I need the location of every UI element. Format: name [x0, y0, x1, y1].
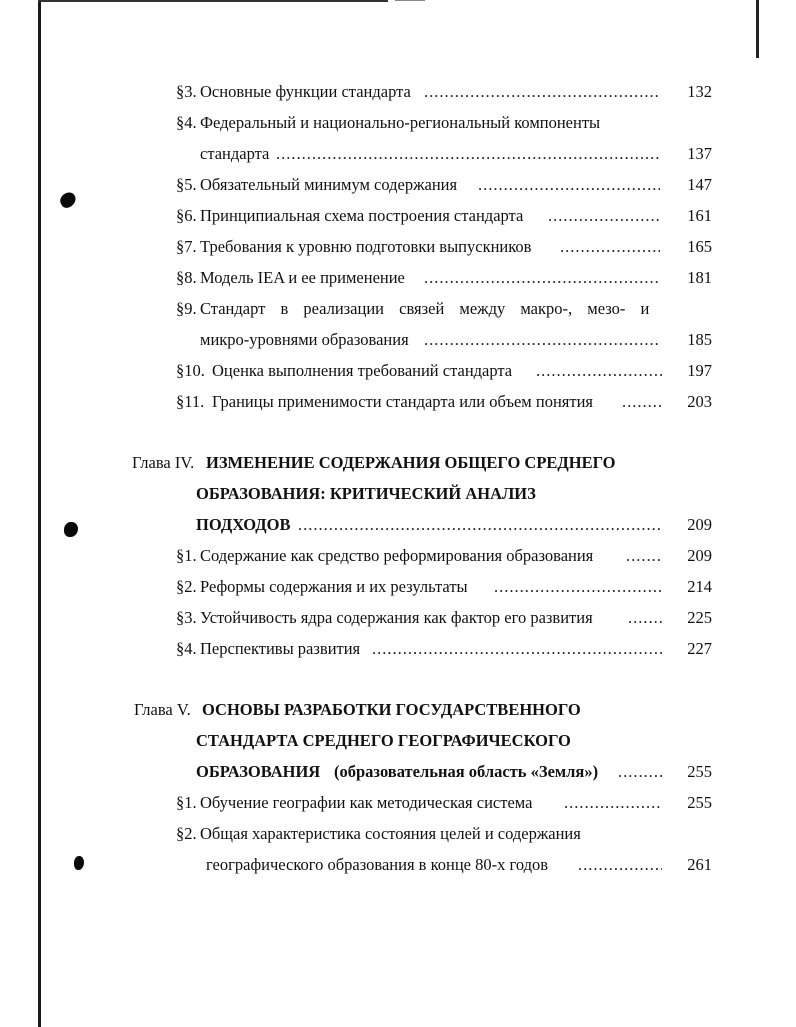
toc-entry[interactable]: §3. Устойчивость ядра содержания как фактор его развития ..... 225: [0, 608, 796, 634]
chapter-title: ОСНОВЫ РАЗРАБОТКИ ГОСУДАРСТВЕННОГО: [202, 700, 581, 719]
chapter-title: ИЗМЕНЕНИЕ СОДЕРЖАНИЯ ОБЩЕГО СРЕДНЕГО: [206, 453, 616, 472]
page-number: 181: [687, 268, 712, 287]
page-number: 161: [687, 206, 712, 225]
page-number: 255: [687, 762, 712, 781]
page-number: 137: [687, 144, 712, 163]
toc-entry[interactable]: §4. Перспективы развития ..... 227: [0, 639, 796, 665]
leader-dots: [424, 268, 660, 290]
leader-dots: [478, 175, 660, 197]
toc-entry[interactable]: §10. Оценка выполнения требований стандарта ..... 197: [0, 361, 796, 387]
toc-entry[interactable]: §4. Федеральный и национально-региональный компоненты: [176, 113, 601, 132]
page-number: 209: [687, 515, 712, 534]
page-number: 209: [687, 546, 712, 565]
page-number: 197: [687, 361, 712, 380]
scan-right-mark: [756, 0, 759, 58]
leader-dots: [548, 206, 660, 228]
toc-entry[interactable]: §11. Границы применимости стандарта или объем понятия ..... 203: [0, 392, 796, 418]
toc-entry[interactable]: §3. Основные функции стандарта ..... 132: [0, 82, 796, 108]
chapter-prefix: Глава V.: [134, 700, 191, 719]
toc-entry[interactable]: §2. Реформы содержания и их результаты ..... 214: [0, 577, 796, 603]
page-number: 132: [687, 82, 712, 101]
scan-top-edge: [38, 0, 388, 2]
leader-dots: [564, 793, 662, 815]
leader-dots: [494, 577, 662, 599]
toc-entry-continuation[interactable]: географического образования в конце 80-х годов ..... 261: [0, 855, 796, 881]
leader-dots: [536, 361, 662, 383]
toc-entry[interactable]: §9. Стандарт в реализации связей между макро-, мезо- и: [176, 299, 650, 318]
chapter-heading-continuation: СТАНДАРТА СРЕДНЕГО ГЕОГРАФИЧЕСКОГО: [196, 731, 571, 750]
leader-dots: [618, 762, 662, 784]
toc-entry[interactable]: §1. Обучение географии как методическая система ..... 255: [0, 793, 796, 819]
chapter-prefix: Глава IV.: [132, 453, 195, 472]
leader-dots: [424, 82, 660, 104]
chapter-heading[interactable]: [0, 700, 796, 726]
chapter-heading-continuation[interactable]: ОБРАЗОВАНИЯ (образовательная область «Земля») ..... 255: [0, 762, 796, 788]
leader-dots: [622, 392, 662, 414]
leader-dots: [424, 330, 660, 352]
page-number: 261: [687, 855, 712, 874]
page-number: 165: [687, 237, 712, 256]
leader-dots: [372, 639, 662, 661]
page-number: 255: [687, 793, 712, 812]
toc-entry-continuation[interactable]: стандарта ..... 137: [0, 144, 796, 170]
chapter-heading-continuation: ОБРАЗОВАНИЯ: КРИТИЧЕСКИЙ АНАЛИЗ: [196, 484, 536, 503]
leader-dots: [560, 237, 660, 259]
toc-entry[interactable]: §1. Содержание как средство реформирования образования ..... 209: [0, 546, 796, 572]
leader-dots: [276, 144, 660, 166]
toc-entry[interactable]: §6. Принципиальная схема построения стандарта ..... 161: [0, 206, 796, 232]
toc-entry[interactable]: §5. Обязательный минимум содержания ..... 147: [0, 175, 796, 201]
leader-dots: [578, 855, 662, 877]
scan-top-edge-fragment: [395, 0, 425, 1]
page-number: 225: [687, 608, 712, 627]
toc-entry[interactable]: §2. Общая характеристика состояния целей и содержания: [176, 824, 581, 843]
leader-dots: [626, 546, 662, 568]
leader-dots: [298, 515, 662, 537]
toc-entry[interactable]: §7. Требования к уровню подготовки выпускников ..... 165: [0, 237, 796, 263]
page-number: 147: [687, 175, 712, 194]
page-number: 227: [687, 639, 712, 658]
page-number: 203: [687, 392, 712, 411]
toc-entry-continuation[interactable]: микро-уровнями образования ..... 185: [0, 330, 796, 356]
chapter-heading-continuation[interactable]: ПОДХОДОВ ..... 209: [0, 515, 796, 541]
page-number: 185: [687, 330, 712, 349]
toc-entry[interactable]: §8. Модель IEA и ее применение ..... 181: [0, 268, 796, 294]
leader-dots: [628, 608, 662, 630]
chapter-heading[interactable]: [0, 453, 796, 479]
page-number: 214: [687, 577, 712, 596]
